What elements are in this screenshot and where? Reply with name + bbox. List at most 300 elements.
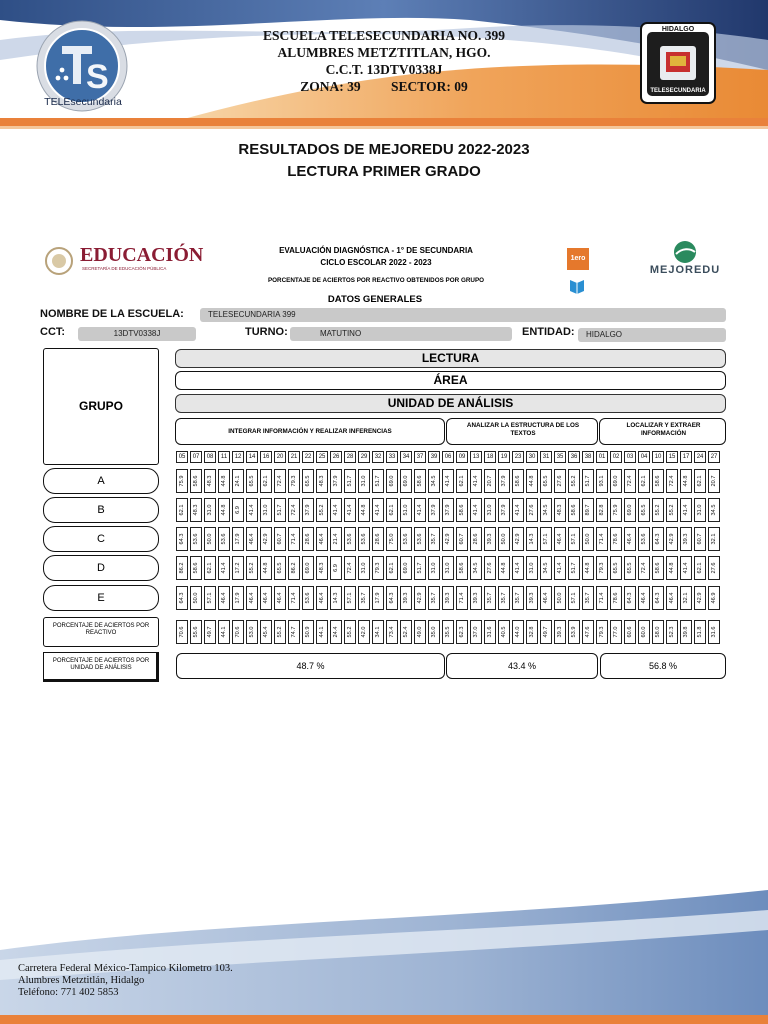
group-value-cell — [400, 556, 412, 580]
group-value-text: 57.1 — [571, 533, 578, 545]
footer-line-3: Teléfono: 771 402 5853 — [18, 987, 119, 998]
group-value-cell — [414, 556, 426, 580]
group-value-cell — [652, 527, 664, 551]
group-value-text: 42.9 — [515, 533, 522, 545]
group-value-cell — [372, 586, 384, 610]
group-value-cell — [470, 586, 482, 610]
group-value-text: 41.4 — [375, 504, 382, 516]
group-value-cell — [232, 498, 244, 522]
group-value-cell — [302, 469, 314, 493]
item-code-cell: 19 — [498, 451, 510, 463]
group-value-text: 62.1 — [389, 562, 396, 574]
item-code-cell: 34 — [400, 451, 412, 463]
group-value-text: 51.7 — [585, 475, 592, 487]
group-value-cell — [330, 556, 342, 580]
group-value-cell — [204, 498, 216, 522]
group-value-cell — [484, 556, 496, 580]
group-value-cell — [694, 556, 706, 580]
group-value-text: 86.2 — [291, 562, 298, 574]
group-value-cell — [568, 586, 580, 610]
item-code-cell: 13 — [470, 451, 482, 463]
group-value-cell — [596, 498, 608, 522]
item-code-cell: 04 — [638, 451, 650, 463]
reactivo-pct-cell — [204, 620, 216, 644]
group-value-text: 17.9 — [375, 592, 382, 604]
group-value-text: 71.4 — [599, 533, 606, 545]
group-e-label: E — [43, 585, 159, 611]
group-value-cell — [386, 586, 398, 610]
reactivo-pct-text: 24.4 — [333, 626, 340, 638]
group-value-text: 71.4 — [459, 592, 466, 604]
reactivo-pct-cell — [246, 620, 258, 644]
footer-line-2: Alumbres Metztitlán, Hidalgo — [18, 975, 145, 986]
group-value-cell — [652, 469, 664, 493]
reactivo-pct-text: 34.1 — [375, 626, 382, 638]
group-value-cell — [190, 586, 202, 610]
entidad-label: ENTIDAD: — [522, 326, 575, 338]
reactivo-pct-cell — [470, 620, 482, 644]
reactivo-pct-text: 49.7 — [207, 626, 214, 638]
group-value-cell — [274, 527, 286, 551]
group-value-cell — [540, 469, 552, 493]
group-value-cell — [512, 498, 524, 522]
item-code-cell: 05 — [176, 451, 188, 463]
group-value-cell — [582, 586, 594, 610]
group-value-text: 14.3 — [529, 533, 536, 545]
group-value-text: 46.4 — [641, 592, 648, 604]
group-value-cell — [638, 527, 650, 551]
group-value-text: 41.4 — [221, 562, 228, 574]
group-value-text: 24.1 — [235, 475, 242, 487]
group-value-cell — [470, 527, 482, 551]
unit1-label: INTEGRAR INFORMACIÓN Y REALIZAR INFERENCIAS — [228, 428, 392, 435]
group-value-text: 79.3 — [375, 562, 382, 574]
group-value-cell — [694, 527, 706, 551]
group-value-text: 41.4 — [249, 504, 256, 516]
group-value-text: 89.7 — [585, 504, 592, 516]
group-value-cell — [428, 586, 440, 610]
group-value-cell — [260, 527, 272, 551]
educacion-subtitle: SECRETARÍA DE EDUCACIÓN PÚBLICA — [82, 266, 167, 271]
reactivo-pct-cell — [274, 620, 286, 644]
area-header: ÁREA — [175, 371, 726, 390]
group-value-text: 69.0 — [305, 562, 312, 574]
reactivo-pct-text: 39.8 — [683, 626, 690, 638]
group-value-cell — [610, 556, 622, 580]
group-value-cell — [694, 469, 706, 493]
group-value-cell — [246, 498, 258, 522]
group-value-cell — [568, 527, 580, 551]
group-value-text: 55.2 — [319, 504, 326, 516]
group-value-text: 58.6 — [417, 475, 424, 487]
turno-field: MATUTINO — [290, 327, 512, 341]
group-value-cell — [708, 469, 720, 493]
item-code-cell: 36 — [568, 451, 580, 463]
group-value-cell — [624, 498, 636, 522]
group-value-cell — [694, 586, 706, 610]
group-value-cell — [190, 469, 202, 493]
group-value-text: 39.3 — [683, 533, 690, 545]
group-value-text: 44.8 — [585, 562, 592, 574]
group-value-text: 44.8 — [221, 504, 228, 516]
footer-banner — [0, 890, 768, 1024]
group-value-text: 69.0 — [403, 562, 410, 574]
group-value-text: 58.6 — [571, 504, 578, 516]
group-value-cell — [246, 469, 258, 493]
reactivo-pct-cell — [526, 620, 538, 644]
item-code-cell: 03 — [624, 451, 636, 463]
reactivo-pct-cell — [694, 620, 706, 644]
group-value-cell — [344, 556, 356, 580]
group-value-cell — [512, 469, 524, 493]
zona-text: ZONA: 39 — [300, 79, 361, 94]
group-value-text: 79.3 — [599, 562, 606, 574]
group-value-cell — [610, 586, 622, 610]
group-value-text: 62.1 — [207, 562, 214, 574]
group-value-cell — [470, 469, 482, 493]
group-value-text: 58.6 — [655, 562, 662, 574]
item-code-cell: 24 — [694, 451, 706, 463]
group-value-cell — [596, 469, 608, 493]
group-value-text: 37.9 — [431, 504, 438, 516]
zona-sector-line — [0, 79, 768, 95]
item-code-cell: 32 — [372, 451, 384, 463]
group-value-text: 48.3 — [319, 562, 326, 574]
group-value-cell — [288, 527, 300, 551]
reactivo-pct-cell — [190, 620, 202, 644]
group-value-cell — [344, 527, 356, 551]
group-value-cell — [372, 498, 384, 522]
group-value-cell — [204, 527, 216, 551]
reactivo-pct-text: 37.0 — [473, 626, 480, 638]
item-code-cell: 09 — [456, 451, 468, 463]
group-value-text: 31.0 — [263, 504, 270, 516]
group-value-cell — [204, 556, 216, 580]
evaluation-sheet — [40, 238, 730, 688]
group-value-text: 27.6 — [557, 475, 564, 487]
group-value-cell — [554, 556, 566, 580]
pct-unidad-box — [43, 652, 159, 682]
group-value-cell — [232, 469, 244, 493]
group-value-cell — [288, 586, 300, 610]
group-value-cell — [596, 556, 608, 580]
reactivo-pct-text: 35.0 — [431, 626, 438, 638]
item-code-cell: 37 — [414, 451, 426, 463]
svg-text:TELESECUNDARIA: TELESECUNDARIA — [650, 88, 706, 94]
item-code-cell: 12 — [232, 451, 244, 463]
ciclo-escolar: CICLO ESCOLAR 2022 - 2023 — [320, 258, 432, 267]
reactivo-pct-text: 53.9 — [571, 626, 578, 638]
group-value-text: 58.6 — [193, 562, 200, 574]
reactivo-pct-text: 51.8 — [697, 626, 704, 638]
group-value-text: 62.1 — [641, 475, 648, 487]
group-value-cell — [582, 469, 594, 493]
group-value-text: 31.0 — [207, 504, 214, 516]
group-value-text: 69.0 — [613, 475, 620, 487]
item-code-cell: 07 — [190, 451, 202, 463]
group-value-text: 60.7 — [277, 533, 284, 545]
reactivo-pct-cell — [288, 620, 300, 644]
reactivo-pct-text: 70.6 — [235, 626, 242, 638]
group-value-text: 51.7 — [417, 562, 424, 574]
reactivo-pct-cell — [554, 620, 566, 644]
reactivo-pct-text: 58.0 — [655, 626, 662, 638]
group-value-cell — [624, 527, 636, 551]
item-code-cell: 28 — [344, 451, 356, 463]
group-value-cell — [218, 527, 230, 551]
nombre-field: TELESECUNDARIA 399 — [200, 308, 726, 322]
group-value-cell — [526, 556, 538, 580]
group-value-cell — [582, 527, 594, 551]
group-value-text: 34.5 — [473, 562, 480, 574]
group-value-text: 42.9 — [445, 533, 452, 545]
group-value-text: 31.0 — [361, 562, 368, 574]
group-value-text: 35.7 — [431, 533, 438, 545]
group-value-text: 27.6 — [487, 562, 494, 574]
group-value-cell — [442, 527, 454, 551]
group-value-cell — [484, 469, 496, 493]
group-value-text: 42.9 — [263, 533, 270, 545]
group-value-cell — [442, 586, 454, 610]
group-value-text: 14.3 — [333, 592, 340, 604]
group-value-text: 86.2 — [179, 562, 186, 574]
group-value-text: 41.4 — [333, 504, 340, 516]
group-value-cell — [372, 527, 384, 551]
school-name: ESCUELA TELESECUNDARIA NO. 399 — [262, 28, 506, 43]
reactivo-pct-cell — [330, 620, 342, 644]
group-value-text: 39.3 — [403, 592, 410, 604]
pct-reactivo-box — [43, 617, 159, 647]
group-value-text: 64.3 — [655, 533, 662, 545]
item-code-cell: 22 — [302, 451, 314, 463]
group-value-text: 53.6 — [193, 533, 200, 545]
group-value-cell — [624, 469, 636, 493]
group-value-cell — [652, 556, 664, 580]
group-value-text: 51.0 — [403, 504, 410, 516]
group-value-text: 35.7 — [515, 592, 522, 604]
group-value-cell — [176, 498, 188, 522]
group-value-text: 62.1 — [389, 504, 396, 516]
group-value-text: 34.5 — [431, 475, 438, 487]
group-value-text: 34.5 — [543, 504, 550, 516]
reactivo-pct-cell — [260, 620, 272, 644]
eval-title: EVALUACIÓN DIAGNÓSTICA - 1° DE SECUNDARIA — [279, 246, 473, 255]
group-value-text: 48.3 — [319, 475, 326, 487]
group-value-cell — [344, 498, 356, 522]
group-d-label: D — [43, 555, 159, 581]
group-value-cell — [512, 527, 524, 551]
group-value-cell — [232, 527, 244, 551]
group-value-cell — [526, 498, 538, 522]
group-value-cell — [400, 527, 412, 551]
group-value-text: 46.9 — [711, 592, 718, 604]
mejoredu-logo: MEJOREDU — [649, 264, 721, 276]
group-value-text: 34.5 — [711, 504, 718, 516]
group-value-text: 62.1 — [179, 504, 186, 516]
group-value-text: 41.4 — [473, 475, 480, 487]
group-value-cell — [414, 469, 426, 493]
group-value-cell — [302, 527, 314, 551]
group-value-text: 46.4 — [627, 533, 634, 545]
group-value-cell — [638, 556, 650, 580]
group-value-cell — [176, 556, 188, 580]
item-code-cell: 02 — [610, 451, 622, 463]
reactivo-pct-cell — [176, 620, 188, 644]
reactivo-pct-text: 62.3 — [459, 626, 466, 638]
group-value-text: 32.1 — [683, 592, 690, 604]
group-value-text: 82.8 — [599, 504, 606, 516]
reactivo-pct-text: 60.0 — [641, 626, 648, 638]
group-value-text: 31.0 — [361, 475, 368, 487]
reactivo-pct-cell — [232, 620, 244, 644]
group-value-text: 55.2 — [669, 504, 676, 516]
group-value-cell — [638, 469, 650, 493]
reactivo-pct-text: 70.6 — [179, 626, 186, 638]
turno-label: TURNO: — [245, 326, 288, 338]
reactivo-pct-cell — [498, 620, 510, 644]
reactivo-pct-text: 53.0 — [249, 626, 256, 638]
group-value-text: 17.9 — [235, 592, 242, 604]
group-value-cell — [680, 469, 692, 493]
item-code-cell: 16 — [260, 451, 272, 463]
reactivo-pct-cell — [568, 620, 580, 644]
group-value-text: 62.1 — [697, 475, 704, 487]
group-value-text: 51.7 — [571, 562, 578, 574]
group-value-cell — [568, 498, 580, 522]
group-value-text: 60.7 — [459, 533, 466, 545]
group-value-text: 60.7 — [697, 533, 704, 545]
group-value-cell — [484, 527, 496, 551]
group-value-cell — [484, 586, 496, 610]
reactivo-pct-cell — [708, 620, 720, 644]
group-value-cell — [274, 556, 286, 580]
reactivo-pct-cell — [428, 620, 440, 644]
group-value-cell — [190, 498, 202, 522]
reactivo-pct-text: 31.6 — [487, 626, 494, 638]
group-value-cell — [624, 556, 636, 580]
group-value-text: 53.6 — [221, 533, 228, 545]
group-value-cell — [316, 586, 328, 610]
group-value-cell — [358, 498, 370, 522]
reactivo-pct-cell — [638, 620, 650, 644]
group-value-cell — [624, 586, 636, 610]
group-value-text: 65.5 — [305, 475, 312, 487]
group-value-text: 64.3 — [627, 592, 634, 604]
group-value-cell — [344, 586, 356, 610]
reactivo-pct-text: 55.6 — [193, 626, 200, 638]
group-value-text: 44.8 — [529, 475, 536, 487]
item-code-cell: 14 — [246, 451, 258, 463]
school-cct: C.C.T. 13DTV0338J — [325, 62, 443, 77]
group-b-label: B — [43, 497, 159, 523]
group-value-cell — [288, 556, 300, 580]
reactivo-pct-cell — [316, 620, 328, 644]
reactivo-pct-cell — [358, 620, 370, 644]
group-value-text: 44.8 — [263, 562, 270, 574]
reactivo-pct-text: 45.4 — [263, 626, 270, 638]
reactivo-pct-text: 60.6 — [627, 626, 634, 638]
group-value-cell — [526, 586, 538, 610]
reactivo-pct-cell — [414, 620, 426, 644]
group-value-text: 50.0 — [207, 533, 214, 545]
group-value-cell — [330, 527, 342, 551]
group-value-text: 72.4 — [641, 562, 648, 574]
group-value-cell — [442, 498, 454, 522]
group-value-cell — [218, 586, 230, 610]
group-value-text: 6.9 — [235, 506, 242, 514]
group-value-cell — [176, 586, 188, 610]
group-value-text: 55.2 — [655, 504, 662, 516]
group-value-cell — [260, 586, 272, 610]
group-value-text: 71.4 — [291, 592, 298, 604]
group-value-cell — [456, 556, 468, 580]
group-value-cell — [274, 586, 286, 610]
reactivo-pct-text: 79.3 — [599, 626, 606, 638]
reactivo-pct-text: 35.5 — [445, 626, 452, 638]
reactivo-pct-cell — [624, 620, 636, 644]
group-value-text: 46.4 — [669, 592, 676, 604]
group-value-cell — [400, 469, 412, 493]
group-value-cell — [316, 556, 328, 580]
reactivo-pct-cell — [652, 620, 664, 644]
group-value-cell — [456, 469, 468, 493]
group-value-cell — [330, 498, 342, 522]
reactivo-pct-cell — [610, 620, 622, 644]
group-value-text: 35.7 — [361, 592, 368, 604]
group-value-text: 58.6 — [515, 475, 522, 487]
group-value-text: 57.1 — [543, 533, 550, 545]
group-value-text: 35.7 — [585, 592, 592, 604]
reactivo-pct-cell — [218, 620, 230, 644]
group-value-text: 78.6 — [613, 533, 620, 545]
reactivo-pct-text: 73.4 — [389, 626, 396, 638]
item-code-cell: 38 — [582, 451, 594, 463]
group-value-text: 6.9 — [333, 564, 340, 572]
group-value-text: 62.1 — [263, 475, 270, 487]
group-value-cell — [666, 469, 678, 493]
group-value-text: 53.6 — [417, 533, 424, 545]
group-value-text: 64.3 — [179, 592, 186, 604]
group-value-cell — [246, 586, 258, 610]
group-value-text: 53.6 — [347, 533, 354, 545]
group-value-cell — [638, 498, 650, 522]
item-code-cell: 10 — [652, 451, 664, 463]
group-value-text: 28.6 — [375, 533, 382, 545]
group-value-text: 39.3 — [445, 592, 452, 604]
reactivo-pct-cell — [512, 620, 524, 644]
group-value-cell — [428, 469, 440, 493]
group-value-text: 65.5 — [627, 562, 634, 574]
group-value-cell — [652, 586, 664, 610]
group-value-cell — [232, 556, 244, 580]
group-value-text: 48.3 — [207, 475, 214, 487]
reactivo-pct-text: 44.1 — [221, 626, 228, 638]
group-value-cell — [204, 469, 216, 493]
group-value-cell — [260, 498, 272, 522]
group-value-text: 48.3 — [193, 504, 200, 516]
item-code-cell: 17 — [680, 451, 692, 463]
group-value-text: 32.1 — [711, 533, 718, 545]
unit2-percentage: 43.4 % — [446, 653, 598, 679]
group-value-cell — [358, 469, 370, 493]
group-value-text: 64.3 — [655, 592, 662, 604]
group-value-cell — [400, 586, 412, 610]
group-value-text: 37.9 — [305, 504, 312, 516]
group-value-text: 58.6 — [655, 475, 662, 487]
educacion-logo: EDUCACIÓN — [80, 244, 204, 266]
group-value-text: 41.4 — [557, 562, 564, 574]
cct-label: CCT: — [40, 326, 66, 338]
